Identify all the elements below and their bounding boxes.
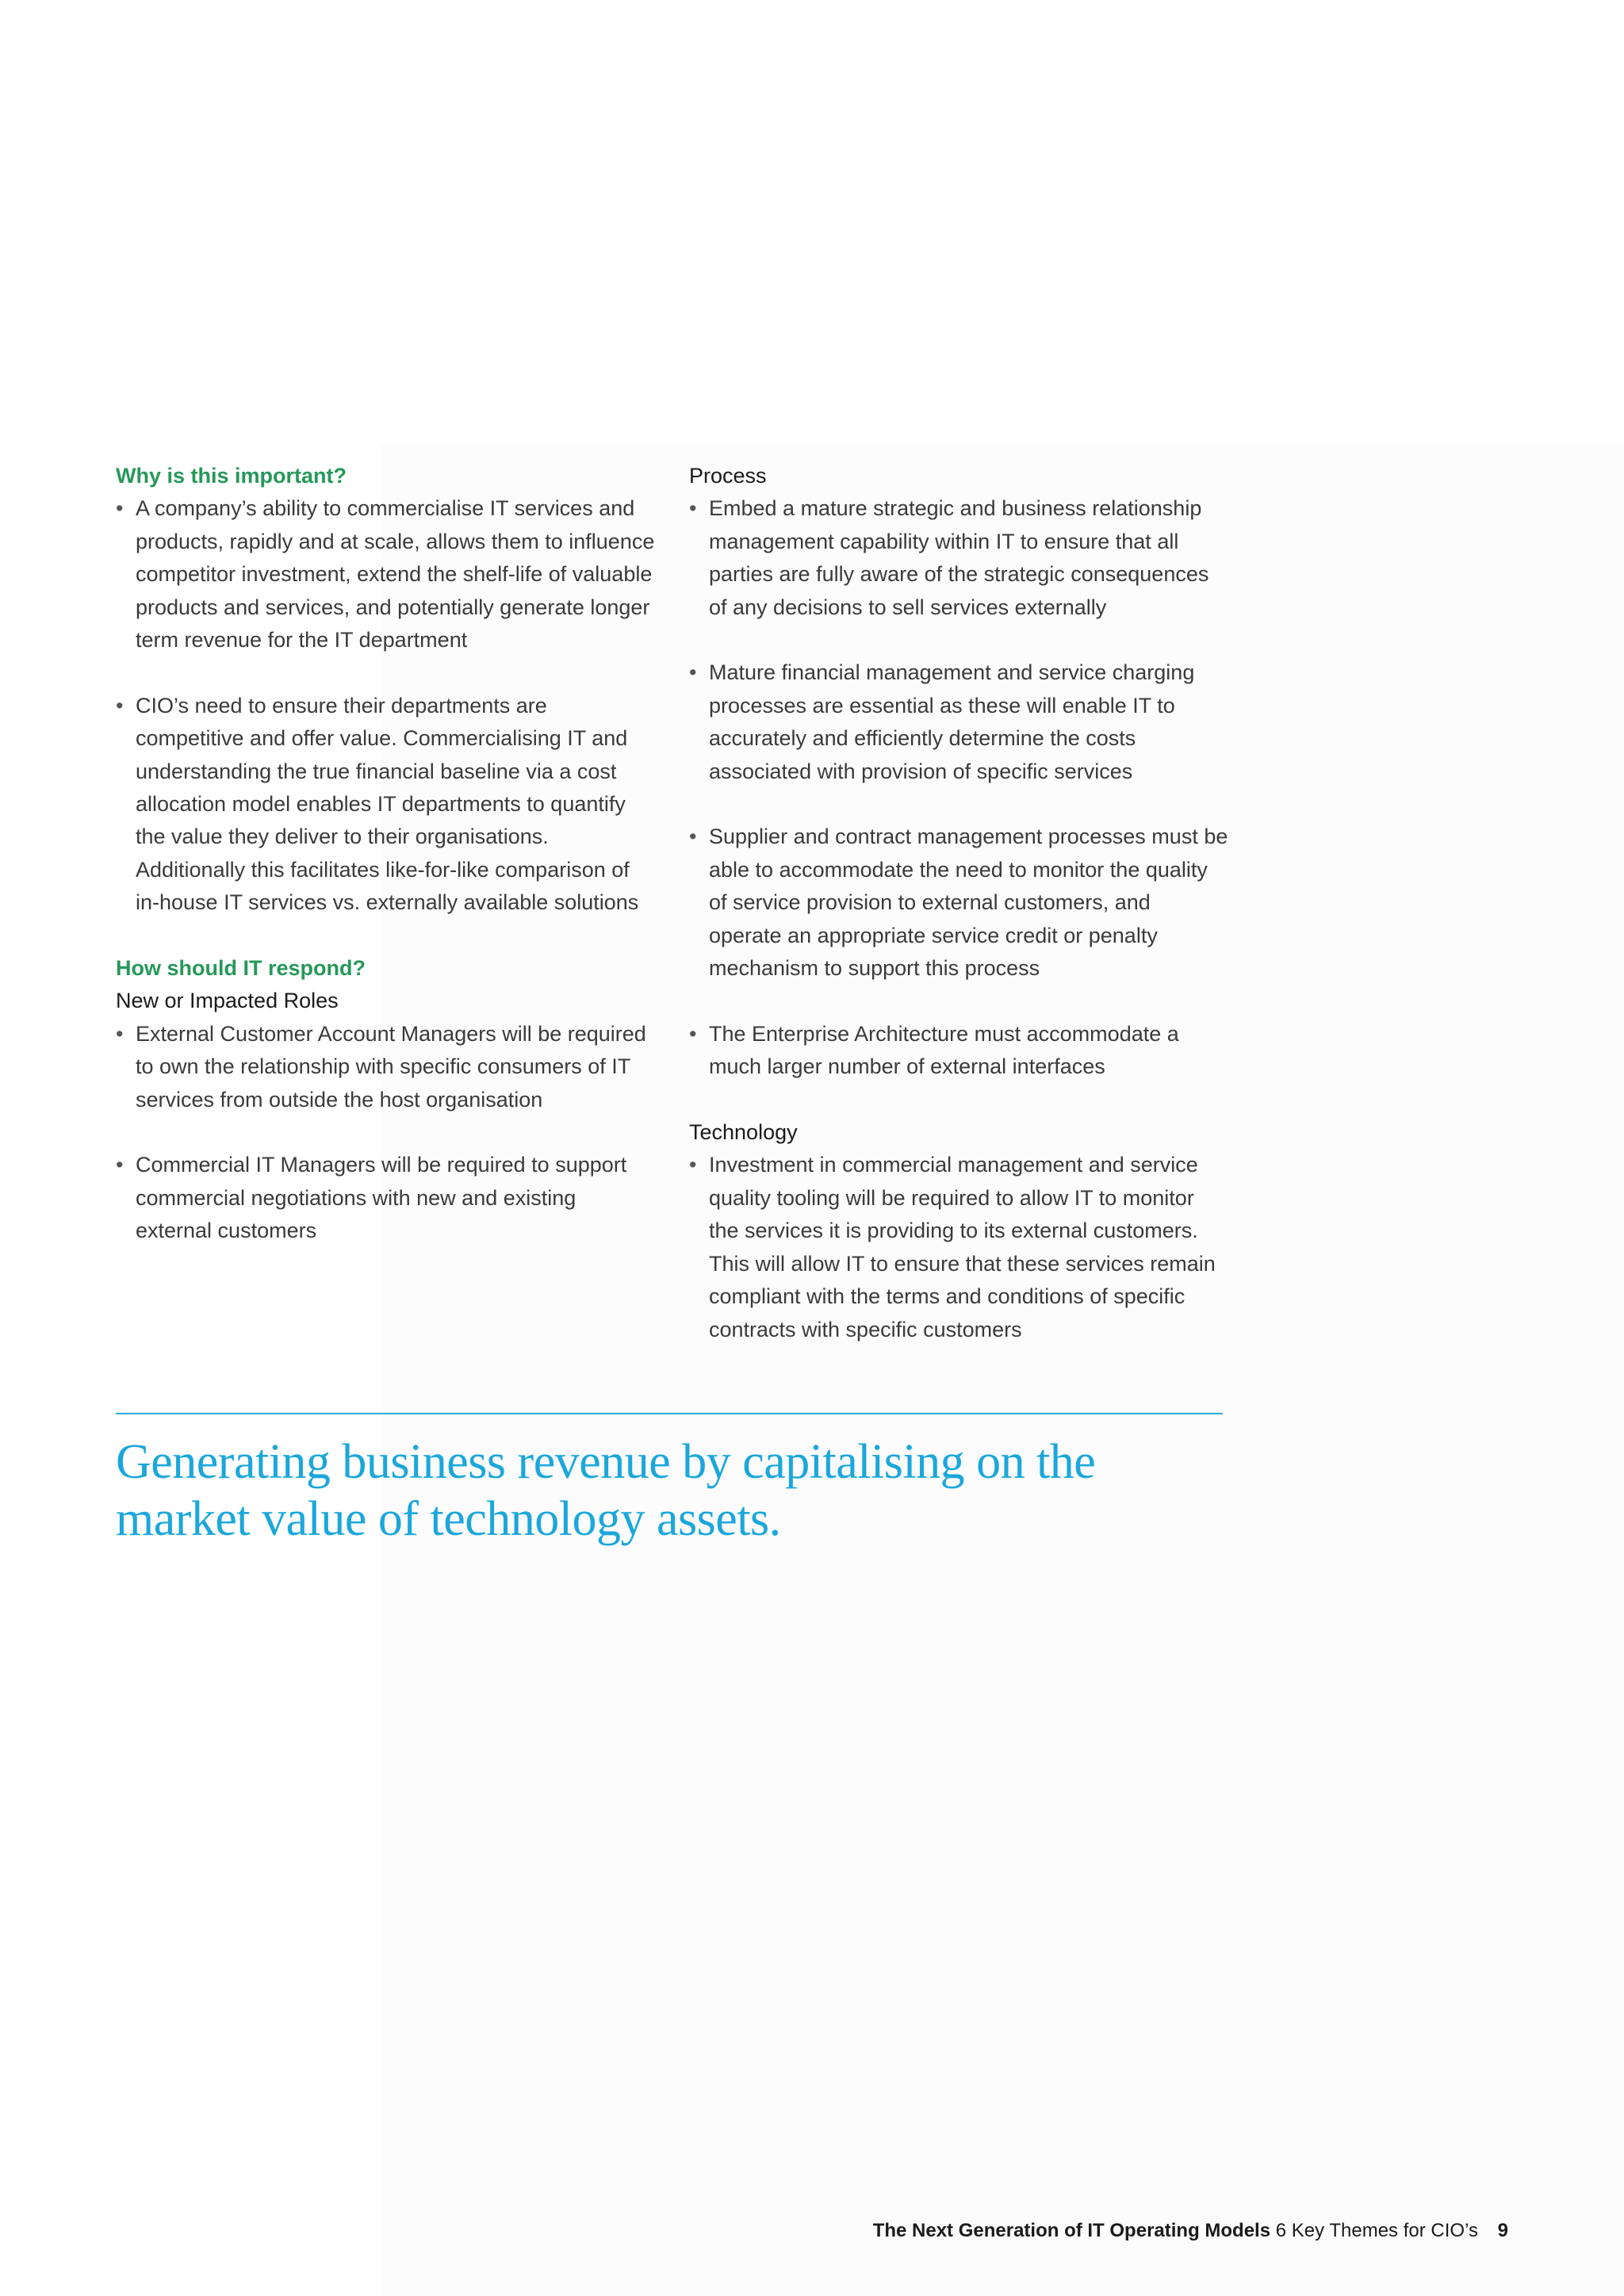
pull-quote <box>116 1433 1226 1548</box>
process-list <box>689 492 1228 1083</box>
roles-heading: New or Impacted Roles <box>116 989 339 1013</box>
roles-list <box>116 1018 655 1248</box>
process-heading: Process <box>689 464 767 488</box>
list-spacer <box>689 788 1228 821</box>
technology-item-1: • Investment in commercial management and service quality tooling will be required to allow IT to monitor the services it is providing to its external customers. This will allow IT to ensure that these services remain compliant with the terms and conditions of specific contracts with specific customers <box>689 1149 1228 1345</box>
roles-item-2: • Commercial IT Managers will be required to support commercial negotiations with new and existing external customers <box>116 1149 655 1247</box>
divider-rule <box>116 1413 1223 1414</box>
why-list <box>116 492 655 919</box>
pull-quote-line-1: Generating business revenue by capitalising on the <box>116 1435 1096 1489</box>
footer-subtitle: 6 Key Themes for CIO’s <box>1275 2220 1478 2241</box>
list-spacer <box>689 985 1228 1017</box>
technology-list <box>689 1149 1228 1345</box>
process-item-1: • Embed a mature strategic and business relationship management capability within IT to ensure that all parties are fully aware of the strategic consequences of any decisions to sell services externally <box>689 492 1228 624</box>
why-heading: Why is this important? <box>116 464 347 488</box>
respond-heading: How should IT respond? <box>116 956 366 981</box>
why-item-2: • CIO’s need to ensure their departments are competitive and offer value. Commercialising IT and understanding the true financial baseline via a cost allocation model enables IT departments to quantify the value they deliver to their organisations. Additionally this facilitates like-for-like comparison of in-house IT services vs. externally available solutions <box>116 690 655 920</box>
section-spacer <box>689 1084 1228 1116</box>
roles-item-1: • External Customer Account Managers will be required to own the relationship with specific consumers of IT services from outside the host organisation <box>116 1018 655 1116</box>
list-spacer <box>116 1116 655 1149</box>
process-item-3: • Supplier and contract management processes must be able to accommodate the need to monitor the quality of service provision to external customers, and operate an appropriate service credit or penalty mechanism to support this process <box>689 821 1228 985</box>
footer-title: The Next Generation of IT Operating Models <box>872 2220 1271 2241</box>
process-item-4: • The Enterprise Architecture must accommodate a much larger number of external interfaces <box>689 1018 1228 1084</box>
process-item-2: • Mature financial management and service charging processes are essential as these will enable IT to accurately and efficiently determine the costs associated with provision of specific services <box>689 656 1228 788</box>
list-spacer <box>689 624 1228 656</box>
page-footer <box>873 2220 1508 2242</box>
list-spacer <box>116 656 655 689</box>
page-number: 9 <box>1497 2220 1508 2241</box>
technology-heading: Technology <box>689 1120 798 1145</box>
left-column <box>116 460 655 1248</box>
pull-quote-line-2: market value of technology assets. <box>116 1492 781 1546</box>
why-item-1: • A company’s ability to commercialise IT services and products, rapidly and at scale, allows them to influence competitor investment, extend the shelf-life of valuable products and services, and potentially generate longer term revenue for the IT department <box>116 492 655 656</box>
section-spacer <box>116 920 655 952</box>
right-column <box>689 460 1228 1346</box>
